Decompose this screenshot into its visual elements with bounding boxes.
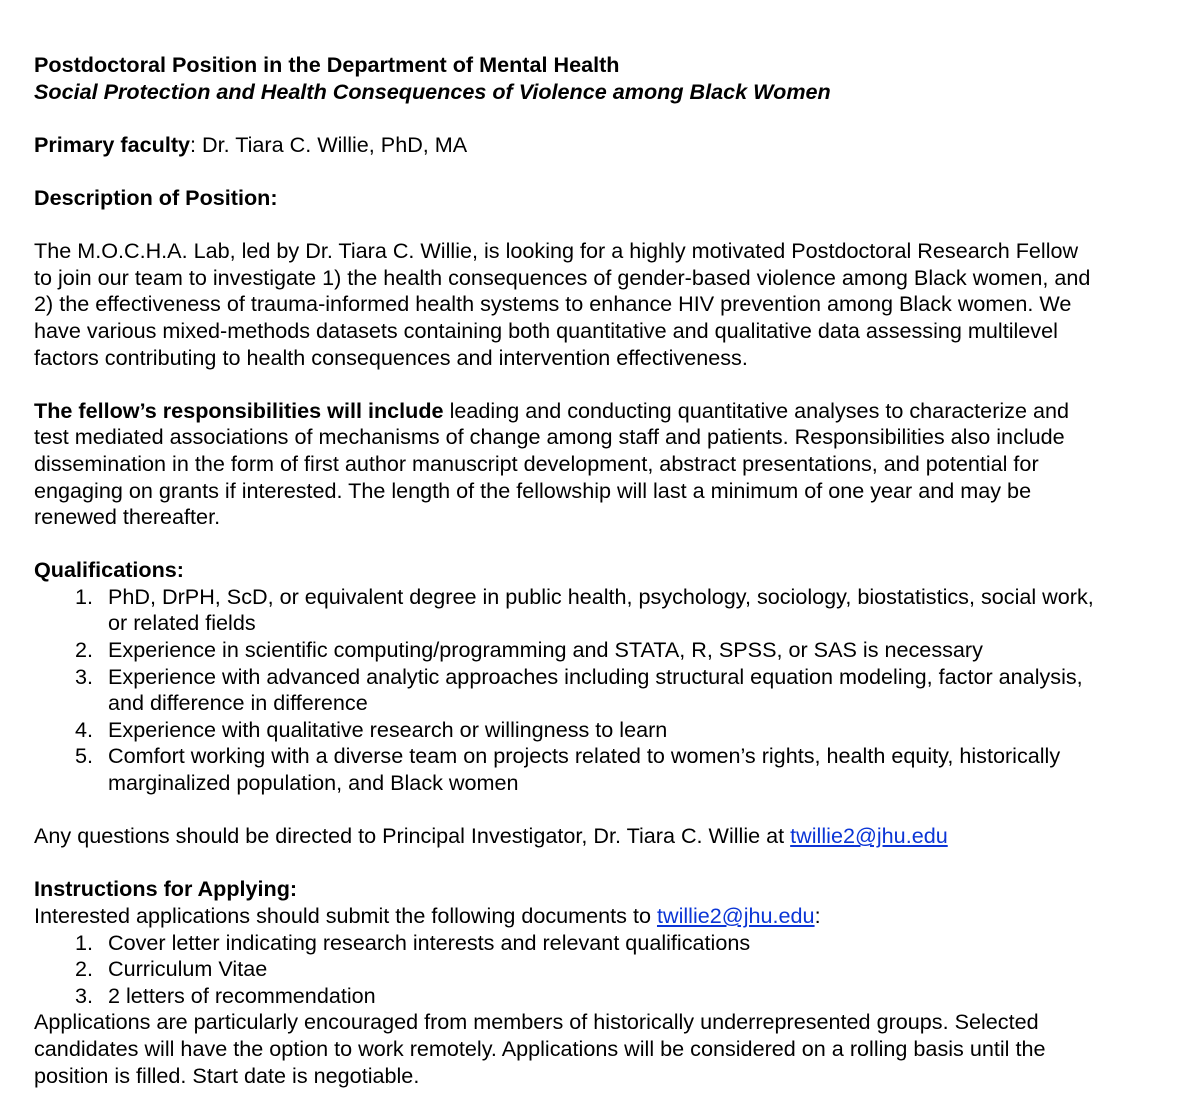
email-link[interactable]: twillie2@jhu.edu bbox=[656, 903, 815, 928]
primary-faculty-label: Primary faculty bbox=[34, 131, 191, 157]
instructions-intro bbox=[34, 903, 1184, 930]
list-item bbox=[34, 983, 1184, 1010]
primary-faculty-value: : Dr. Tiara C. Willie, PhD, MA bbox=[190, 131, 468, 157]
list-item bbox=[34, 717, 1184, 744]
list-text: Experience in scientific computing/programming and STATA, R, SPSS, or SAS is necessary bbox=[108, 637, 983, 663]
responsibilities-lead: The fellow’s responsibilities will include bbox=[34, 397, 444, 423]
list-text: Curriculum Vitae bbox=[108, 956, 268, 982]
list-number: 3. bbox=[75, 982, 94, 1008]
list-text: and difference in difference bbox=[108, 690, 368, 716]
text-line: position is filled. Start date is negotiable. bbox=[34, 1062, 420, 1088]
text-line bbox=[34, 398, 1184, 425]
questions-line bbox=[34, 823, 1184, 850]
responsibilities-paragraph bbox=[34, 398, 1184, 531]
list-item bbox=[34, 956, 1184, 983]
list-number: 1. bbox=[75, 929, 94, 955]
list-number: 2. bbox=[75, 956, 94, 982]
list-number: 3. bbox=[75, 663, 94, 689]
list-item bbox=[34, 743, 1184, 796]
text-line: dissemination in the form of first author manuscript development, abstract presentations, and potential for bbox=[34, 450, 1039, 476]
text-run: Any questions should be directed to Principal Investigator, Dr. Tiara C. Willie at bbox=[34, 823, 791, 849]
list-number: 5. bbox=[75, 743, 94, 769]
list-number: 1. bbox=[75, 583, 94, 609]
job-posting-document bbox=[34, 52, 1184, 1089]
text-line: 2) the effectiveness of trauma-informed health systems to enhance HIV prevention among Black women. We bbox=[34, 291, 1072, 317]
text-line: factors contributing to health consequences and intervention effectiveness. bbox=[34, 344, 748, 370]
list-text: Experience with qualitative research or willingness to learn bbox=[108, 716, 668, 742]
text-line: to join our team to investigate 1) the health consequences of gender-based violence among Black women, and bbox=[34, 264, 1091, 290]
documents-list bbox=[34, 930, 1184, 1010]
list-item bbox=[34, 664, 1184, 717]
list-text: marginalized population, and Black women bbox=[108, 770, 519, 796]
text-line: candidates will have the option to work remotely. Applications will be considered on a rolling basis until the bbox=[34, 1035, 1046, 1061]
description-heading: Description of Position: bbox=[34, 184, 278, 210]
text-line: engaging on grants if interested. The length of the fellowship will last a minimum of one year and may be bbox=[34, 477, 1032, 503]
list-text: Experience with advanced analytic approaches including structural equation modeling, factor analysis, bbox=[108, 663, 1083, 689]
text-line: The M.O.C.H.A. Lab, led by Dr. Tiara C. Willie, is looking for a highly motivated Postdoctoral Research Fellow bbox=[34, 238, 1079, 264]
text-line: have various mixed-methods datasets containing both quantitative and qualitative data assessing multilevel bbox=[34, 317, 1058, 343]
description-paragraph bbox=[34, 238, 1184, 371]
list-number: 2. bbox=[75, 637, 94, 663]
text-run: Interested applications should submit the following documents to bbox=[34, 903, 657, 928]
document-title: Postdoctoral Position in the Department of Mental Health bbox=[34, 52, 620, 77]
email-link[interactable]: twillie2@jhu.edu bbox=[790, 823, 948, 849]
document-subtitle: Social Protection and Health Consequences of Violence among Black Women bbox=[34, 78, 831, 104]
list-text: Cover letter indicating research interests and relevant qualifications bbox=[108, 929, 751, 955]
primary-faculty bbox=[34, 132, 1184, 159]
text-line: test mediated associations of mechanisms of change among staff and patients. Responsibilities also include bbox=[34, 424, 1065, 450]
qualifications-heading: Qualifications: bbox=[34, 557, 184, 583]
list-item bbox=[34, 637, 1184, 664]
instructions-heading: Instructions for Applying: bbox=[34, 876, 298, 902]
list-text: Comfort working with a diverse team on projects related to women’s rights, health equity, historically bbox=[108, 743, 1061, 769]
list-item bbox=[34, 930, 1184, 957]
text-run: : bbox=[814, 903, 821, 928]
text-run: leading and conducting quantitative analyses to characterize and bbox=[443, 397, 1070, 423]
qualifications-list bbox=[34, 584, 1184, 797]
list-item bbox=[34, 584, 1184, 637]
list-number: 4. bbox=[75, 716, 94, 742]
text-line: Applications are particularly encouraged from members of historically underrepresented groups. Selected bbox=[34, 1009, 1039, 1035]
list-text: 2 letters of recommendation bbox=[108, 982, 376, 1008]
closing-paragraph bbox=[34, 1009, 1184, 1089]
list-text: PhD, DrPH, ScD, or equivalent degree in public health, psychology, sociology, biostatistics, social work, bbox=[108, 583, 1094, 609]
text-line: renewed thereafter. bbox=[34, 504, 221, 530]
list-text: or related fields bbox=[108, 610, 256, 636]
